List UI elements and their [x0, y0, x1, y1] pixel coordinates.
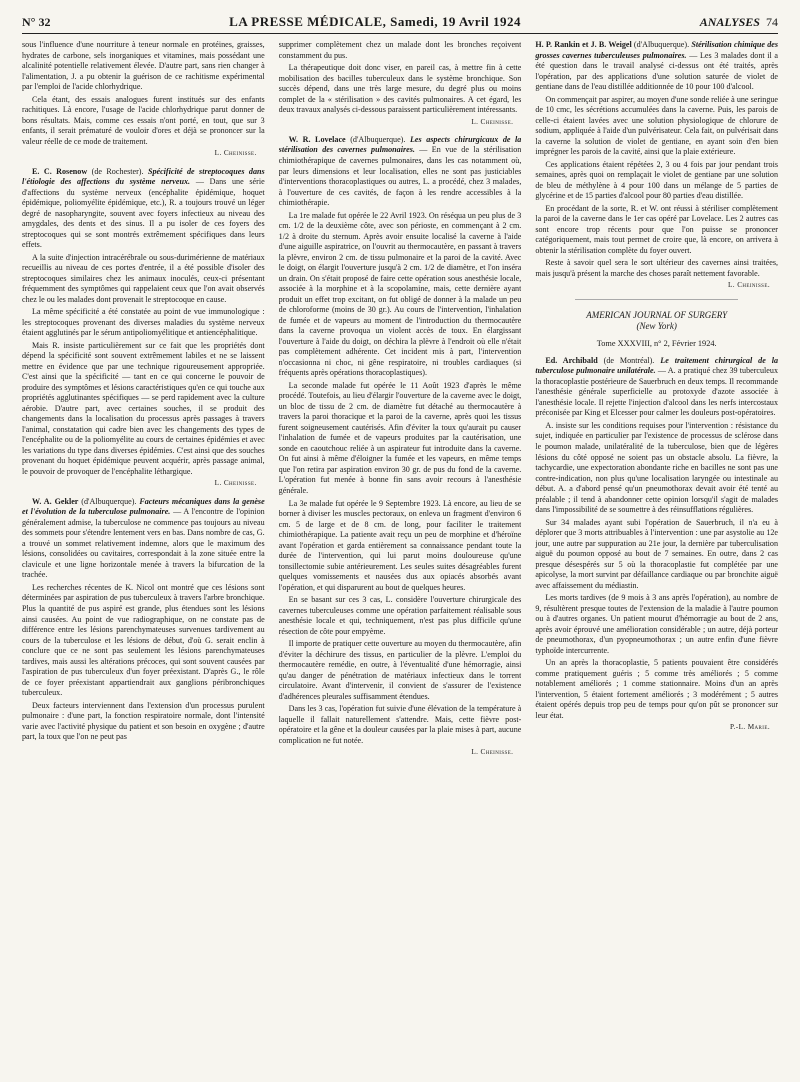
paragraph: Un an après la thoracoplastie, 5 patients pouvaient être considérés comme pratiquement guéris ; 5 comme très améliorés ; 5 comme notablement améliorés ; 1 comme stationnaire. Moins d'un an après l'intervention, 5 étaient fortement améliorés ; 3 modérément ; 5 autres étaient opérés depuis trop peu de temps pour qu'on pût se prononcer sur leur état. [535, 658, 778, 720]
article-title: Les aspects chirurgicaux de la stérilisation des cavernes pulmonaires. [278, 134, 522, 155]
paragraph: On commençait par aspirer, au moyen d'une sonde reliée à une seringue de 10 cmc, les sécrétions accumulées dans la caverne. Puis, les parois de celle-ci étaient lavées avec une solution physiologique de chlorure de sodium, appliquée à l'aide d'un pulvérisateur. Cela fait, on pulvérisait dans la caverne la solution de violet de gentiane, en ayant soin d'en bien imprégner les parois de la cavité, ainsi que la plaie extérieure. [535, 94, 778, 157]
signature: P.-L. Marie. [729, 723, 771, 732]
signature: L. Cheinisse. [471, 748, 514, 757]
paragraph: Les morts tardives (de 9 mois à 3 ans après l'opération), au nombre de 9, résultèrent presque toutes de l'extension de la maladie à l'autre poumon ou à d'autres organes. Un patient mourut d'hémorragie au bout de 2 ans, après avoir éprouvé une amélioration considérable ; un autre, déjà porteur de pneumothorax, d'un pyopneumothorax ; un autre enfin d'une fièvre typhoïde intercurrente. [535, 593, 778, 655]
article-author: E. C. Rosenow [32, 166, 88, 176]
signature: L. Cheinisse. [471, 117, 514, 126]
paragraph: — En vue de la stérilisation chimiothérapique de cavernes pulmonaires, dans les cas notamment où, par leurs dimensions et leur localisation, elles ne sont pas justiciables d'interventions thoracoplastiques ou autres, L. a procédé, chez 3 malades, à l'ouverture de ces cavités, de façon à les rendre accessibles à la chimiothérapie. [278, 145, 522, 208]
article-affiliation: (de Rochester). [91, 166, 144, 176]
signature: L. Cheinisse. [214, 479, 257, 488]
paragraph: La seconde malade fut opérée le 11 Août 1923 d'après le même procédé. Toutefois, au lieu d'élargir l'ouverture de la caverne avec le doigt, un bloc de tissu de 2 cm. de diamètre fut détaché au thermocautère à travers la paroi thoracique et la paroi de la caverne, après quoi les tissus furent soigneusement cautérisés. Afin d'éviter la toux qu'aurait pu causer l'inhalation de fumée et de vapeurs produites par la cautérisation, une sonde en caoutchouc reliée à un aspirateur fut introduite dans la caverne. On fut ainsi à même d'éloigner la fumée et les vapeurs, en même temps que l'on retira par aspiration environ 30 gr. de pus du fond de la caverne. L'opération fut menée à bonne fin sans avoir recours à l'anesthésie générale. [278, 380, 522, 495]
abstract-rosenow [22, 167, 265, 251]
paragraph: Ces applications étaient répétées 2, 3 ou 4 fois par jour pendant trois semaines, après quoi on remplaçait le violet de gentiane par une solution de bleu de méthylène à 4 pour 100 dans un mélange de 5 parties de glycérine et de 15 parties d'alcool pour 80 parties d'eau distillée. [535, 159, 778, 201]
paragraph: A la suite d'injection intracérébrale ou sous-durimérienne de matériaux recueillis au niveau de ces portes d'entrée, il a été possible d'isoler des streptocoques similaires chez les animaux inoculés, ceux-ci présentant fréquemment des symptômes qui rappelaient ceux que l'on avait observés chez le ou les malades dont provenait le streptocoque en cause. [22, 252, 265, 304]
paragraph: — A l'encontre de l'opinion généralement admise, la tuberculose ne commence pas toujours au niveau des sommets pour s'étendre lentement vers en bas. Dans nombre de cas, G. a trouvé un sommet relativement indemne, alors que le maximum des lésions, consolidées ou cavitaires, correspondait à la zone située entre la clavicule et une ligne horizontale menée à travers la bifurcation de la trachée. [22, 507, 265, 580]
journal-title: LA PRESSE MÉDICALE, Samedi, 19 Avril 1924 [229, 14, 522, 29]
abstract-archibald [535, 356, 778, 419]
article-title: Spécificité de streptocoques dans l'étiologie des affections du système nerveux. [22, 166, 265, 187]
article-title: Stérilisation chimique des grosses cavernes tuberculeuses pulmonaires. [535, 40, 778, 60]
column-2 [279, 40, 522, 1080]
article-title: Le traitement chirurgical de la tuberculose pulmonaire unilatérale. [535, 355, 778, 376]
paragraph: Mais R. insiste particulièrement sur ce fait que les propriétés dont dépend la spécificité sont souvent extrêmement labiles et ne se laissent mettre en évidence que par une technique rigoureusement appropriée. C'est ainsi que la spécificité — tant en ce qui concerne le pouvoir de produire des symptômes et lésions caractéristiques qu'en ce qui touche aux propriétés agglutinantes spécifiques — se perd rapidement avec la culture aérobie. D'autre part, avec certaines souches, il se produit des changements dans la localisation du processus après passages à travers l'animal, constatation qui cadre bien avec les changements des types de l'encéphalite ou de la poliomyélite au cours de certaines épidémies et avec les variations du type dans diverses épidémies. C'est ainsi que des souches provenant du hoquet épidémique peuvent acquérir, après passage animal, le pouvoir de provoquer de l'encéphalite léthargique. [22, 340, 265, 476]
journal-issue: Tome XXXVIII, n° 2, Février 1924. [596, 339, 717, 349]
paragraph: Dans les 3 cas, l'opération fut suivie d'une élévation de la température à laquelle il fallait naturellement s'attendre. Mais, cette fièvre post-opératoire et la gêne et la douleur causées par la plaie mises à part, aucune complication ne fut notée. [278, 704, 522, 745]
signature: L. Cheinisse. [728, 281, 771, 290]
paragraph: Sur 34 malades ayant subi l'opération de Sauerbruch, il n'a eu à déplorer que 3 morts attribuables à l'intervention : une par asystolie au 12e jour, une autre par suppuration au 21e jour, la dernière par tuberculisation aiguë du poumon opposé au bout de 7 semaines. En outre, dans 2 cas presque désespérés sur 5 où la thoracoplastie fut complétée par une apicolyse, la mort survint par défaillance cardiaque ou par bronchite aiguë avec affaissement du médiastin. [535, 517, 778, 590]
paragraph: La même spécificité a été constatée au point de vue immunologique : les streptocoques provenant des diverses maladies du système nerveux étaient agglutinés par le sérum antipoliomyélitique et antiencéphalitique. [22, 307, 265, 338]
section-label: ANALYSES [699, 15, 760, 29]
signature: L. Cheinisse. [214, 149, 257, 158]
paragraph: — A. a pratiqué chez 39 tuberculeux la thoracoplastie postérieure de Sauerbruch en deux temps. Il recommande l'anesthésie générale superficielle au protoxyde d'azote associée à l'anesthésie locale. Il rejette l'injection d'alcool dans les nerfs intercostaux préconisée par King et Elcesser pour calmer les douleurs post-opératoires. [535, 366, 778, 418]
paragraph: Les recherches récentes de K. Nicol ont montré que ces lésions sont déterminées par aspiration de pus tuberculeux à travers l'arbre bronchique. Plus la quantité de pus aspiré est grande, plus étendues sont les lésions ainsi causées. Au point de vue radiographique, on ne constate pas de différence entre les lésions parenchymateuses survenues tardivement au cours de la tuberculose et les lésions de début, d'où G. serait enclin à conclure que ce ne sont pas seulement les lésions parenchymateuses tardives, mais aussi les altérations précoces, qui sont souvent causées par l'aspiration de pus tuberculeux d'un foyer préexistant. D'après G., le rôle de ce foyer préexistant appartiendrait aux ganglions péribronchiques tuberculeux. [22, 582, 265, 698]
columns [22, 40, 778, 1080]
paragraph: supprimer complètement chez un malade dont les bronches reçoivent constamment du pus. [278, 40, 522, 60]
article-title: Facteurs mécaniques dans la genèse et l'évolution de la tuberculose pulmonaire. [22, 496, 265, 517]
article-author: H. P. Rankin et J. B. Weigel [535, 40, 632, 49]
paragraph: Il importe de pratiquer cette ouverture au moyen du thermocautère, afin d'éviter la déchirure des tissus, en particulier de la plèvre. L'emploi du thermocautère remédie, en outre, à l'éventualité d'une hémorragie, ainsi qu'au danger de pénétration de matériaux infectieux dans le torrent circulatoire. Avant d'intervenir, il convient de s'assurer de l'existence d'adhérences pleurales suffisamment étendues. [278, 639, 522, 701]
paragraph: La 1re malade fut opérée le 22 Avril 1923. On réséqua un peu plus de 3 cm. 1/2 de la deuxième côte, avec son périoste, en commençant à 2 cm. 1/2 à droite du sternum. Après avoir ensuite localisé la caverne à l'aide d'une aiguille aspiratrice, on l'ouvrit au thermocautère, en passant à travers la plèvre, environ 2 cm. de tissu pulmonaire et la paroi de la cavité. Avec le doigt, on élargit l'ouverture jusqu'à 2 cm. 1/2 de diamètre, et l'on inséra un drain. On s'était proposé de faire cette opération sous anesthésie locale, associée à la morphine et à la scopolamine, mais, cette dernière ayant produit un effet trop excitant, on fut obligé de donner à la malade un peu de chloroforme (moins de 30 gr.). Au cours de l'intervention, l'inhalation de fumée et de vapeurs au moment de l'introduction du thermocautère dans la caverne provoqua un violent accès de toux. En élargissant l'ouverture à l'aide du doigt, on déchira la plèvre à l'endroit où elle n'était pas complètement adhérente. Cet incident mis à part, l'intervention n'occasionna ni choc, ni gêne respiratoire, ni troubles cardiaques (si fréquents après opérations thoracoplastiques). [278, 210, 522, 378]
paragraph: La thérapeutique doit donc viser, en pareil cas, à mettre fin à cette mobilisation des bacilles tuberculeux dans le système bronchique. Son succès dépend, dans une très large mesure, du degré plus ou moins complet de la « stérilisation » des cavités pulmonaires. A cet égard, les deux travaux analysés ci-dessous paraissent particulièrement intéressants. [278, 63, 522, 115]
paragraph: En procédant de la sorte, R. et W. ont réussi à stériliser complètement la paroi de la caverne dans le 1er cas opéré par Lovelace. Les 2 autres cas sont encore trop récents pour que l'on puisse se prononcer catégoriquement, mais tout permet de croire que, là encore, on arrivera à obtenir la stérilisation complète du foyer ouvert. [535, 203, 778, 255]
paragraph: En se basant sur ces 3 cas, L. considère l'ouverture chirurgicale des cavernes tuberculeuses comme une opération parfaitement réalisable sous anesthésie locale et qui, techniquement, n'est pas plus difficile qu'une résection de côte pour empyème. [278, 595, 522, 636]
article-author: W. A. Gekler [32, 496, 79, 506]
article-affiliation: (d'Albuquerque). [81, 496, 137, 506]
section-title [700, 15, 778, 30]
abstract-lovelace [279, 135, 522, 209]
article-author: Ed. Archibald [545, 355, 598, 365]
article-affiliation: (de Montréal). [603, 355, 655, 365]
journal-heading: AMERICAN JOURNAL OF SURGERY [586, 309, 728, 320]
article-author: W. R. Lovelace [288, 134, 346, 144]
paragraph: — Les 3 malades dont il a été question dans le travail analysé ci-dessus ont été traités, après l'opération, par des applications d'une solution saturée de violet de gentiane dans de l'eau distillée additionnée de 10 pour 100 d'alcool. [535, 50, 778, 92]
paragraph: sous l'influence d'une nourriture à teneur normale en protéines, graisses, hydrates de carbone, sels inorganiques et vitamines, mais possédant une alcalinité potentielle relativement élevée. D'autre part, sans rien changer à l'alimentation, J. a pu obtenir la guérison de ce rachitisme expérimental par l'emploi de l'acide chlorhydrique. [22, 40, 265, 92]
paragraph: Deux facteurs interviennent dans l'extension d'un processus purulent pulmonaire : d'une part, la fonction respiratoire normale, dont l'intensité varie avec l'activité physique du patient et son besoin en oxygène ; d'autre part, la toux que l'on ne peut pas [22, 700, 265, 742]
paragraph: La 3e malade fut opérée le 9 Septembre 1923. Là encore, au lieu de se borner à diviser les muscles pectoraux, on enleva un fragment d'environ 6 cm. 5 de large et de 8 cm. de long, pour faciliter le traitement chimiothérapique. La patiente avait reçu un peu de morphine et d'héroïne avant l'opération et garda entièrement sa connaissance pendant toute la durée de l'intervention, qui lui parut moins douloureuse qu'une tonsillectomie subie antérieurement. Les seules suites désagréables furent quelques vomissements et nausées dus aux opiacés absorbés avant l'opération, et qui disparurent au bout de quelques heures. [278, 498, 522, 592]
article-affiliation: (d'Albuquerque). [350, 134, 406, 144]
page-header [22, 14, 778, 34]
abstract-gekler [22, 497, 265, 581]
article-affiliation: (d'Albuquerque). [633, 40, 690, 49]
journal-city: (New York) [636, 321, 677, 332]
paragraph: Cela étant, des essais analogues furent institués sur des enfants rachitiques. Là encore, l'usage de l'acide chlorhydrique parut donner de bons résultats. Mais, comme ces essais n'ont porté, en tout, que sur 3 enfants, il serait prématuré de vouloir d'ores et déjà se prononcer sur la valeur réelle de ce mode de traitement. [22, 94, 265, 146]
issue-number: N° 32 [22, 15, 51, 29]
abstract-rankin-weigel [535, 40, 778, 93]
paragraph: — Dans une série d'affections du système nerveux (encéphalite épidémique, hoquet épidémique, poliomyélite épidémique, etc.), R. a toujours trouvé un léger degré de nasopharyngite, souvent avec foyers infectieux au niveau des amygdales, des dents et des sinus. Il a pu isoler de ces foyers des streptocoques qui se sont montrés extrêmement spécifiques dans leurs effets. [22, 177, 265, 250]
paragraph: A. insiste sur les conditions requises pour l'intervention : résistance du sujet, indiquée en particulier par l'existence de processus de sclérose dans le poumon malade, unilatéralité de la tuberculose, bien que de légères lésions du côté opposé ne soient pas un obstacle absolu. La fièvre, la tachycardie, une expectoration abondante riche en bacilles ne sont pas une contre-indication, non plus qu'une localisation laryngée ou intestinale au début. A. a d'abord pensé qu'un pneumothorax devait avoir été tenté au préalable ; il tend à abandonner cette opinion lorsqu'il s'agit de malades dans l'impossibilité de se soumettre à des réinsufflations régulières. [535, 420, 778, 515]
page-number: 74 [765, 15, 778, 29]
divider [575, 299, 738, 300]
column-3 [535, 40, 778, 1080]
column-1 [22, 40, 265, 1080]
paragraph: Reste à savoir quel sera le sort ultérieur des cavernes ainsi traitées, mais jusqu'à présent la marche des choses paraît nettement favorable. [535, 258, 778, 278]
